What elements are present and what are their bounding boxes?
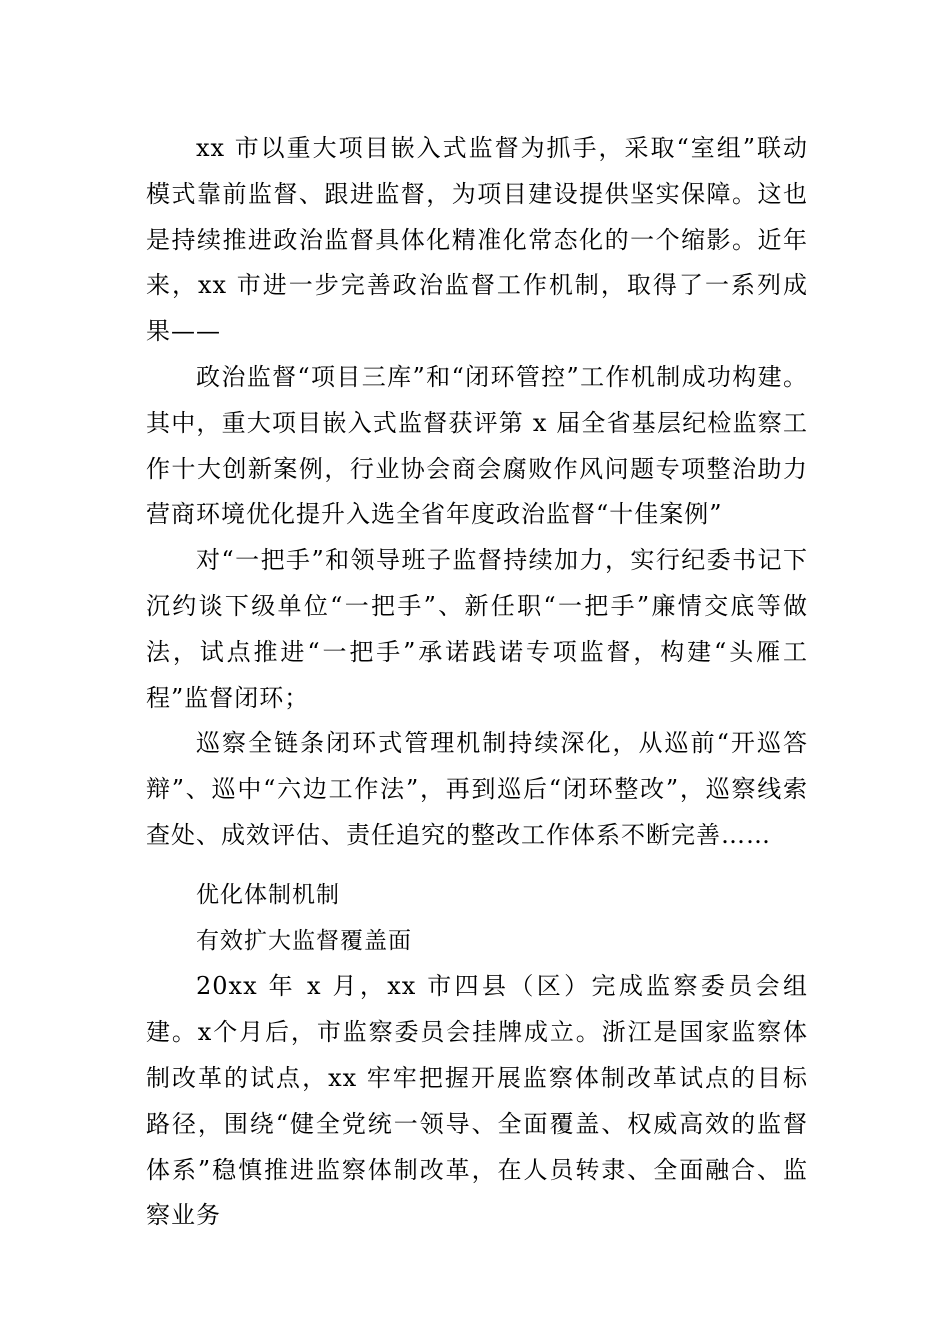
- paragraph-inspection: 巡察全链条闭环式管理机制持续深化，从巡前“开巡答辩”、巡中“六边工作法”，再到巡后“闭环整改”，巡察线索查处、成效评估、责任追究的整改工作体系不断完善……: [146, 729, 808, 849]
- spacer: [146, 859, 808, 873]
- section-heading-1: 优化体制机制: [196, 881, 340, 908]
- paragraph-reform: 20xx 年 x 月，xx 市四县（区）完成监察委员会组建。x个月后，市监察委员会挂牌成立。浙江是国家监察体制改革的试点，xx 牢牢把握开展监察体制改革试点的目标路径，围绕“健全党统一领导、全面覆盖、权威高效的监督体系”稳慎推进监察体制改革，在人员转隶、全面融合、监察业务: [146, 972, 808, 1230]
- paragraph-intro: xx 市以重大项目嵌入式监督为抓手，采取“室组”联动模式靠前监督、跟进监督，为项目建设提供坚实保障。这也是持续推进政治监督具体化精准化常态化的一个缩影。近年来，xx 市进一步完善政治监督工作机制，取得了一系列成果——: [146, 134, 808, 346]
- paragraph-leader-supervision: 对“一把手”和领导班子监督持续加力，实行纪委书记下沉约谈下级单位“一把手”、新任职“一把手”廉情交底等做法，试点推进“一把手”承诺践诺专项监督，构建“头雁工程”监督闭环；: [146, 546, 808, 712]
- paragraph-political-supervision: 政治监督“项目三库”和“闭环管控”工作机制成功构建。其中，重大项目嵌入式监督获评第 x 届全省基层纪检监察工作十大创新案例，行业协会商会腐败作风问题专项整治助力营商环境优化提升入选全省年度政治监督“十佳案例”: [146, 362, 808, 529]
- section-heading-2: 有效扩大监督覆盖面: [196, 927, 412, 954]
- document-body: [146, 126, 808, 1239]
